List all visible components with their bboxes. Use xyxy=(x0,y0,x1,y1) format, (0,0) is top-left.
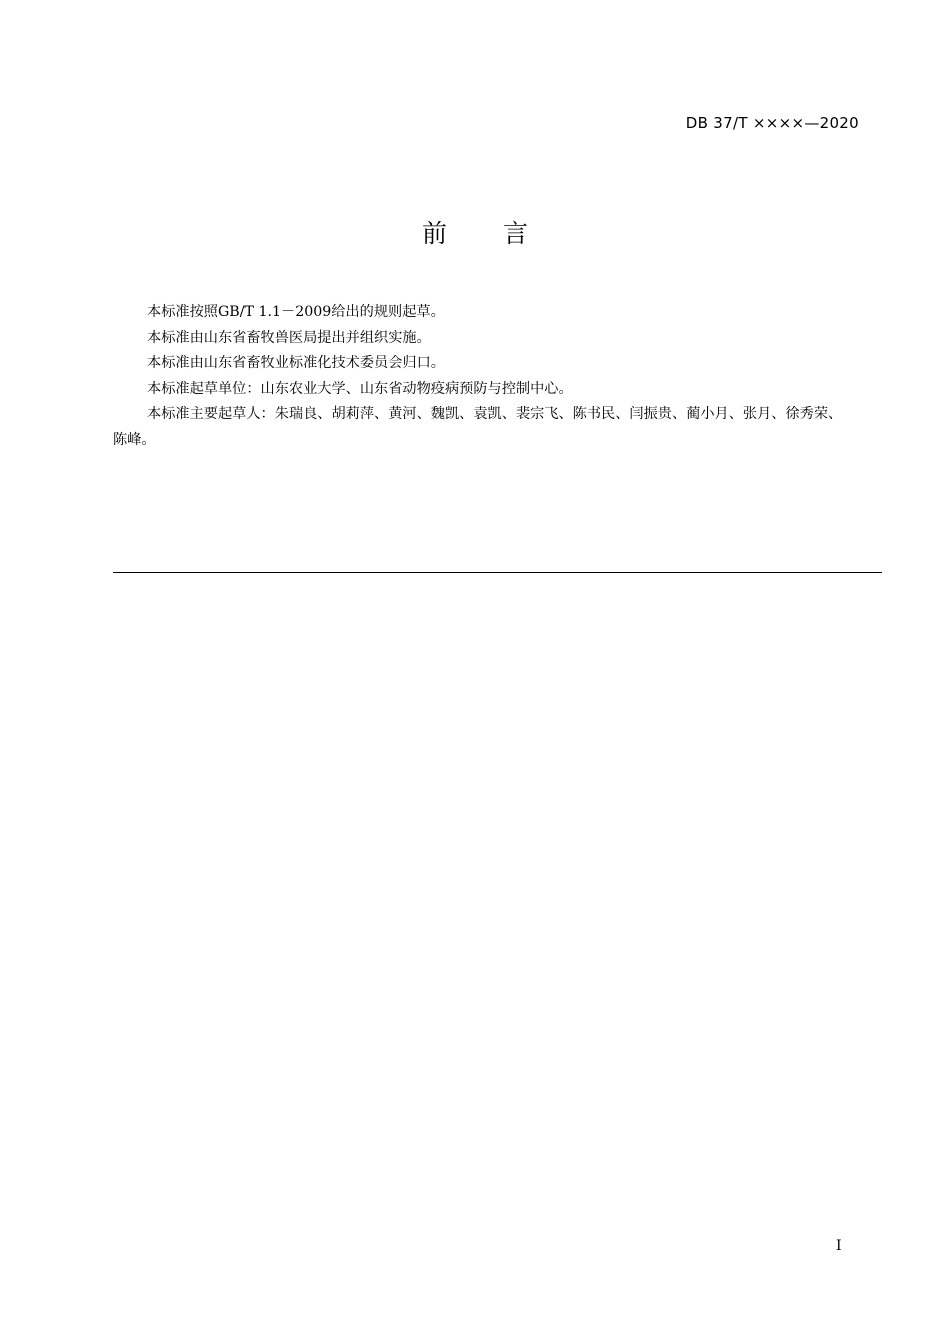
page-title: 前言 xyxy=(421,219,584,248)
section-divider xyxy=(113,572,882,573)
page-number: I xyxy=(836,1238,842,1254)
paragraph-drafting-units: 本标准起草单位：山东农业大学、山东省动物疫病预防与控制中心。 xyxy=(147,380,573,397)
foreword-body xyxy=(113,300,853,453)
paragraph-committee: 本标准由山东省畜牧业标准化技术委员会归口。 xyxy=(147,355,445,371)
standard-code: DB 37/T ××××—2020 xyxy=(685,114,859,132)
paragraph-drafting-rules: 本标准按照GB/T 1.1－2009给出的规则起草。 xyxy=(147,304,445,320)
paragraph-drafters: 本标准主要起草人：朱瑞良、胡莉萍、黄河、魏凯、袁凯、裴宗飞、陈书民、闫振贵、蔺小月、张月、徐秀荣、陈峰。 xyxy=(113,406,843,448)
paragraph-proposer: 本标准由山东省畜牧兽医局提出并组织实施。 xyxy=(147,329,431,346)
